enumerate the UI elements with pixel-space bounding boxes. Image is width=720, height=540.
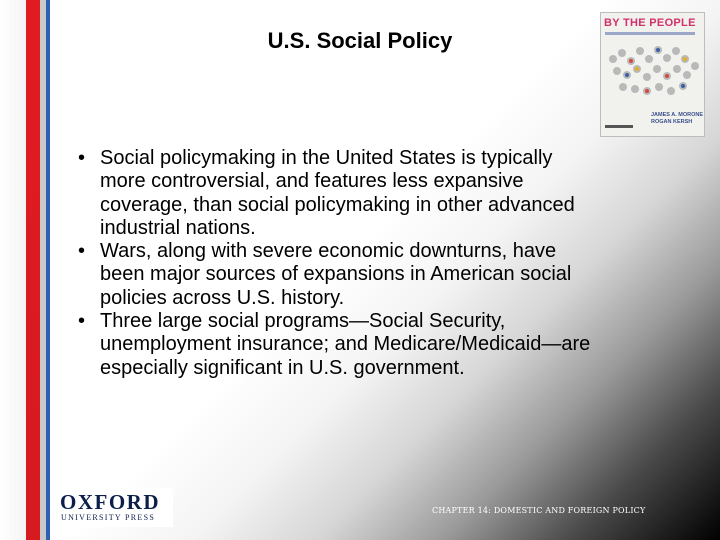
left-red-stripe <box>26 0 40 540</box>
book-cover-subtitle-bar <box>605 32 695 35</box>
oxford-university-press-logo <box>56 488 173 527</box>
left-margin-band <box>0 0 26 540</box>
book-cover-title: BY THE PEOPLE <box>604 17 696 29</box>
bullet-item: • Social policymaking in the United States is typically more controversial, and features less expansive coverage, than social policymaking in other advanced industrial nations. <box>78 147 575 239</box>
book-cover-publisher-mark <box>605 125 633 128</box>
left-blue-stripe <box>46 0 50 540</box>
bullet-item: • Wars, along with severe economic downturns, have been major sources of expansions in American social policies across U.S. history. <box>78 240 572 309</box>
slide-title: U.S. Social Policy <box>267 28 453 53</box>
oxford-logo-press: UNIVERSITY PRESS <box>61 513 156 522</box>
book-cover-authors: JAMES A. MORONE ROGAN KERSH <box>651 112 704 125</box>
oxford-logo-name: OXFORD <box>60 490 160 514</box>
bullet-marker: • <box>78 240 86 263</box>
book-cover-image <box>600 12 705 137</box>
bullet-marker: • <box>78 147 86 169</box>
bullet-marker: • <box>78 310 86 333</box>
bullet-item: • Three large social programs—Social Security, unemployment insurance; and Medicare/Medicaid—are especially significant in U.S. government. <box>78 310 591 379</box>
chapter-footer: CHAPTER 14: DOMESTIC AND FOREIGN POLICY <box>432 506 646 515</box>
bullet-list <box>78 147 678 380</box>
book-cover-crowd-illustration <box>605 39 701 105</box>
